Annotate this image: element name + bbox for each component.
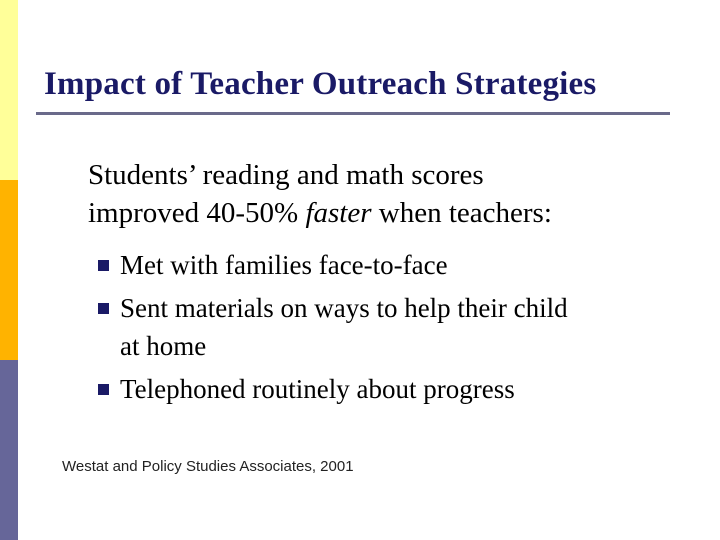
lead-line-2-pre: improved 40-50% bbox=[88, 197, 306, 229]
side-bar-orange bbox=[0, 180, 18, 360]
lead-text bbox=[88, 156, 552, 232]
list-item bbox=[96, 370, 568, 408]
bullet-text: Sent materials on ways to help their child bbox=[120, 293, 568, 323]
bullet-text: Met with families face-to-face bbox=[120, 250, 448, 280]
list-item bbox=[96, 246, 568, 284]
title-divider bbox=[36, 112, 670, 115]
citation: Westat and Policy Studies Associates, 2001 bbox=[62, 458, 354, 475]
side-bar-purple bbox=[0, 360, 18, 540]
square-bullet-icon bbox=[98, 303, 109, 314]
bullet-text-continued: at home bbox=[120, 331, 207, 361]
square-bullet-icon bbox=[98, 384, 109, 395]
slide-title: Impact of Teacher Outreach Strategies bbox=[44, 66, 597, 102]
list-item bbox=[96, 289, 568, 365]
side-bar-yellow bbox=[0, 0, 18, 180]
lead-line-1: Students’ reading and math scores bbox=[88, 159, 484, 191]
lead-line-2-post: when teachers: bbox=[371, 197, 552, 229]
square-bullet-icon bbox=[98, 260, 109, 271]
bullet-text: Telephoned routinely about progress bbox=[120, 374, 515, 404]
bullet-list bbox=[96, 246, 568, 413]
lead-line-2 bbox=[88, 194, 552, 232]
lead-emphasis: faster bbox=[305, 197, 372, 229]
